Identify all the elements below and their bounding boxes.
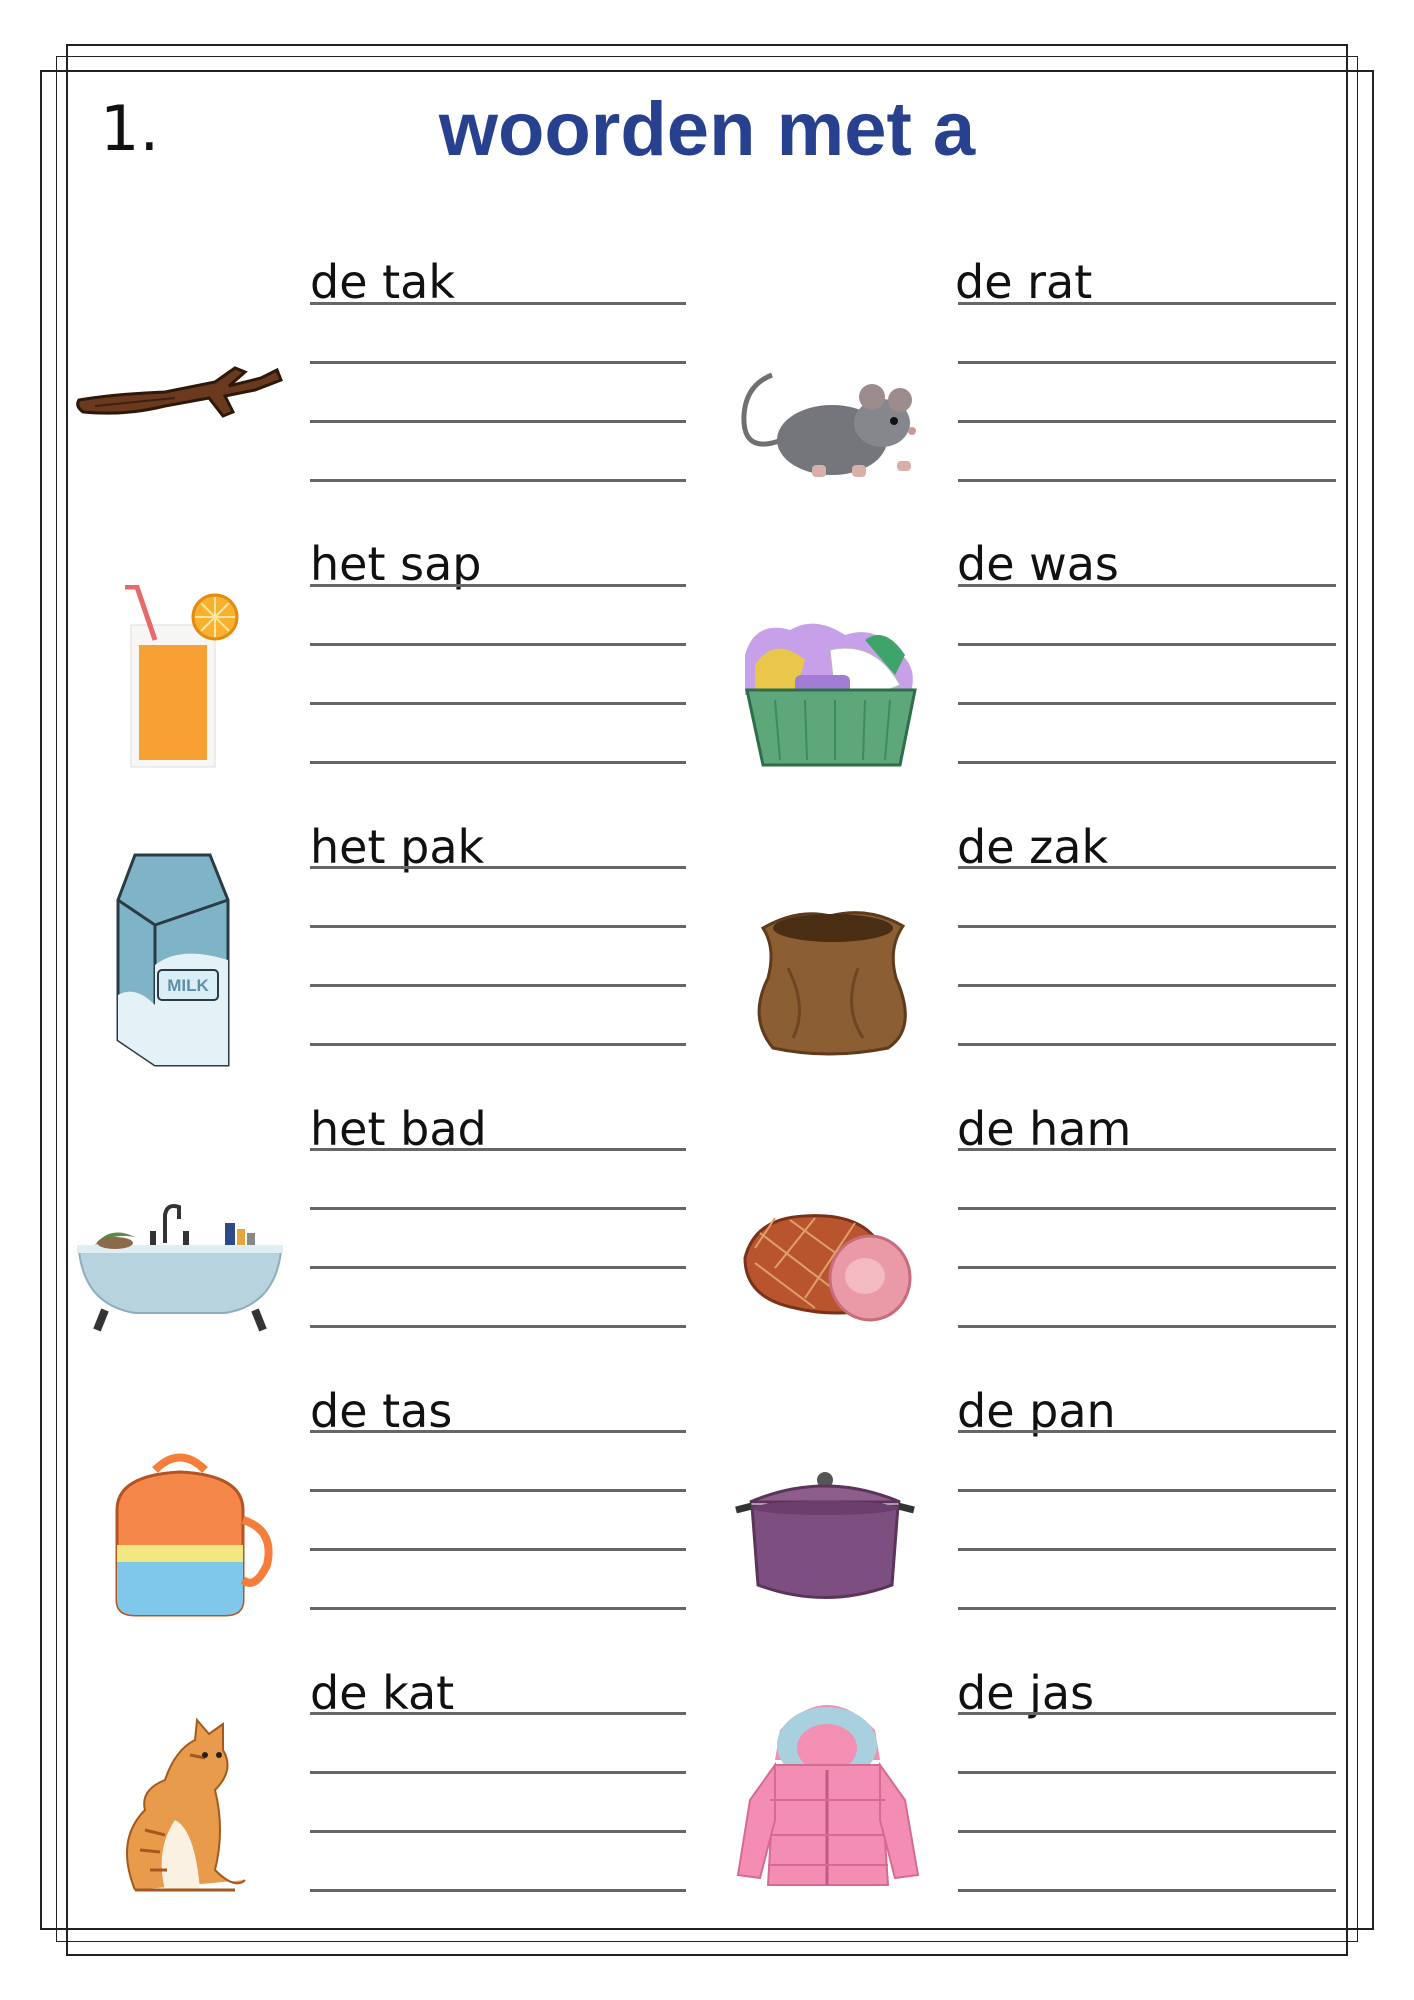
writing-line <box>310 925 686 928</box>
bathtub-picture <box>75 1185 285 1335</box>
word-label: de ham <box>957 1102 1132 1156</box>
writing-line <box>310 1430 686 1433</box>
writing-line <box>958 1489 1336 1492</box>
word-label: het bad <box>310 1102 487 1156</box>
writing-line <box>958 1325 1336 1328</box>
writing-line <box>958 1607 1336 1610</box>
writing-line <box>310 1043 686 1046</box>
word-label: de jas <box>957 1666 1095 1720</box>
pot-picture <box>730 1470 920 1605</box>
writing-line <box>310 584 686 587</box>
writing-line <box>310 1266 686 1269</box>
juice-picture <box>115 585 245 770</box>
writing-line <box>310 1207 686 1210</box>
word-label: de rat <box>955 255 1093 309</box>
cat-picture <box>105 1710 255 1900</box>
writing-line <box>958 1043 1336 1046</box>
word-label: de was <box>957 537 1119 591</box>
writing-line <box>958 1771 1336 1774</box>
writing-line <box>310 1771 686 1774</box>
inner-frame-2 <box>56 56 1358 1942</box>
writing-line <box>958 1548 1336 1551</box>
writing-line <box>958 925 1336 928</box>
writing-line <box>310 1607 686 1610</box>
backpack-picture <box>105 1450 275 1620</box>
writing-line <box>958 1712 1336 1715</box>
word-label: het pak <box>310 820 485 874</box>
writing-line <box>310 1712 686 1715</box>
writing-line <box>310 643 686 646</box>
writing-line <box>958 361 1336 364</box>
writing-line <box>310 302 686 305</box>
exercise-number: 1. <box>100 92 160 165</box>
coat-picture <box>730 1690 925 1895</box>
word-label: het sap <box>310 537 482 591</box>
page-title: woorden met a <box>438 87 976 172</box>
word-label: de kat <box>310 1666 455 1720</box>
writing-line <box>958 1889 1336 1892</box>
writing-line <box>310 1889 686 1892</box>
writing-line <box>310 420 686 423</box>
writing-line <box>310 702 686 705</box>
laundry-picture <box>735 615 925 770</box>
writing-line <box>958 1148 1336 1151</box>
writing-line <box>958 1266 1336 1269</box>
writing-line <box>958 984 1336 987</box>
word-label: de zak <box>957 820 1109 874</box>
writing-line <box>310 761 686 764</box>
sack-picture <box>748 898 913 1058</box>
milk-carton-picture <box>110 845 240 1070</box>
writing-line <box>958 761 1336 764</box>
rat-picture <box>732 365 932 485</box>
writing-line <box>310 479 686 482</box>
writing-line <box>958 1830 1336 1833</box>
word-label: de tak <box>310 255 455 309</box>
stick-picture <box>75 360 285 430</box>
writing-line <box>310 1325 686 1328</box>
writing-line <box>310 361 686 364</box>
writing-line <box>958 1430 1336 1433</box>
writing-line <box>310 984 686 987</box>
writing-line <box>958 643 1336 646</box>
word-label: de pan <box>957 1384 1116 1438</box>
writing-line <box>310 1830 686 1833</box>
writing-line <box>958 584 1336 587</box>
milk-label: MILK <box>167 976 209 995</box>
writing-line <box>958 302 1336 305</box>
writing-line <box>310 1148 686 1151</box>
writing-line <box>958 420 1336 423</box>
writing-line <box>958 1207 1336 1210</box>
writing-line <box>310 1489 686 1492</box>
ham-picture <box>735 1208 915 1328</box>
writing-line <box>958 479 1336 482</box>
writing-line <box>310 866 686 869</box>
word-label: de tas <box>310 1384 453 1438</box>
writing-line <box>310 1548 686 1551</box>
writing-line <box>958 702 1336 705</box>
writing-line <box>958 866 1336 869</box>
